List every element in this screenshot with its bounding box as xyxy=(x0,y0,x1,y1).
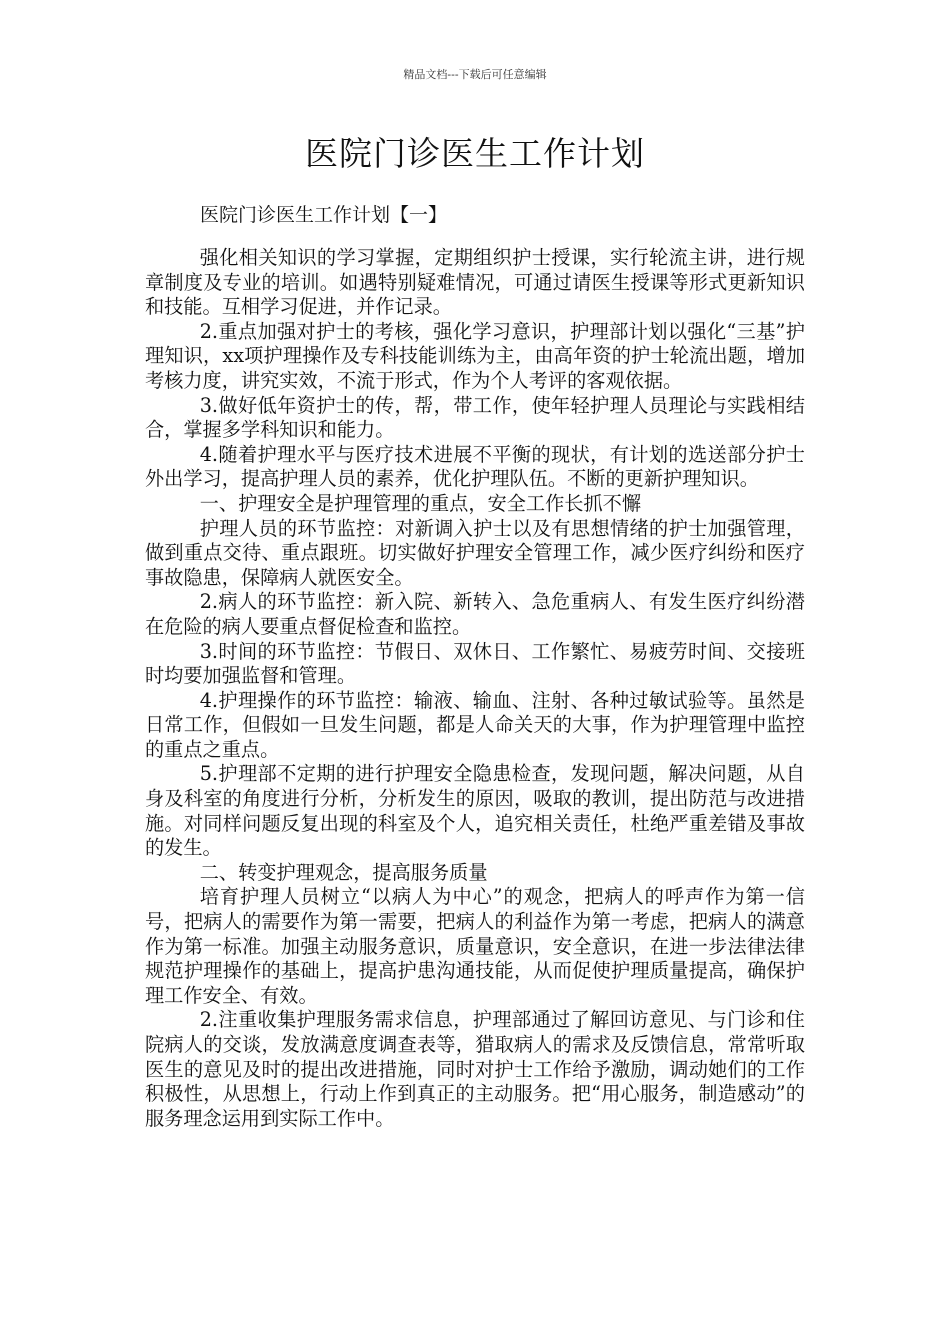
document-body xyxy=(145,246,805,1131)
section-heading: 一、护理安全是护理管理的重点，安全工作长抓不懈 xyxy=(199,491,642,515)
paragraph: 护理人员的环节监控：对新调入护士以及有思想情绪的护士加强管理，做到重点交待、重点跟班。切实做好护理安全管理工作，减少医疗纠纷和医疗事故隐患，保障病人就医安全。 xyxy=(145,516,805,589)
document-title: 医院门诊医生工作计划 xyxy=(305,134,645,173)
page-header: 精品文档---下载后可任意编辑 xyxy=(403,68,547,81)
paragraph: 2.重点加强对护士的考核，强化学习意识，护理部计划以强化“三基”护理知识，xx项护理操作及专科技能训练为主，由高年资的护士轮流出题，增加考核力度，讲究实效，不流于形式，作为个人考评的客观依据。 xyxy=(145,319,805,392)
paragraph: 4.随着护理水平与医疗技术进展不平衡的现状，有计划的选送部分护士外出学习，提高护理人员的素养，优化护理队伍。不断的更新护理知识。 xyxy=(145,442,805,491)
paragraph: 3.时间的环节监控：节假日、双休日、工作繁忙、易疲劳时间、交接班时均要加强监督和管理。 xyxy=(145,639,805,688)
section-subtitle: 医院门诊医生工作计划【一】 xyxy=(200,204,448,226)
paragraph: 2.注重收集护理服务需求信息，护理部通过了解回访意见、与门诊和住院病人的交谈，发放满意度调查表等，猎取病人的需求及反馈信息，常常听取医生的意见及时的提出改进措施，同时对护士工作给予激励，调动她们的工作积极性，从思想上，行动上作到真正的主动服务。把“用心服务，制造感动”的服务理念运用到实际工作中。 xyxy=(145,1008,805,1130)
paragraph: 2.病人的环节监控：新入院、新转入、急危重病人、有发生医疗纠纷潜在危险的病人要重点督促检查和监控。 xyxy=(145,590,805,638)
paragraph: 强化相关知识的学习掌握，定期组织护士授课，实行轮流主讲，进行规章制度及专业的培训。如遇特别疑难情况，可通过请医生授课等形式更新知识和技能。互相学习促进，并作记录。 xyxy=(145,246,805,319)
paragraph: 3.做好低年资护士的传，帮，带工作，使年轻护理人员理论与实践相结合，掌握多学科知识和能力。 xyxy=(145,393,805,442)
paragraph: 培育护理人员树立“以病人为中心”的观念，把病人的呼声作为第一信号，把病人的需要作为第一需要，把病人的利益作为第一考虑，把病人的满意作为第一标准。加强主动服务意识，质量意识，安全意识，在进一步法律法律规范护理操作的基础上，提高护患沟通技能，从而促使护理质量提高，确保护理工作安全、有效。 xyxy=(145,885,805,1007)
section-heading: 二、转变护理观念，提高服务质量 xyxy=(199,860,488,884)
paragraph: 5.护理部不定期的进行护理安全隐患检查，发现问题，解决问题，从自身及科室的角度进行分析，分析发生的原因，吸取的教训，提出防范与改进措施。对同样问题反复出现的科室及个人，追究相关责任，杜绝严重差错及事故的发生。 xyxy=(145,762,805,860)
paragraph: 4.护理操作的环节监控：输液、输血、注射、各种过敏试验等。虽然是日常工作，但假如一旦发生问题，都是人命关天的大事，作为护理管理中监控的重点之重点。 xyxy=(145,688,805,761)
